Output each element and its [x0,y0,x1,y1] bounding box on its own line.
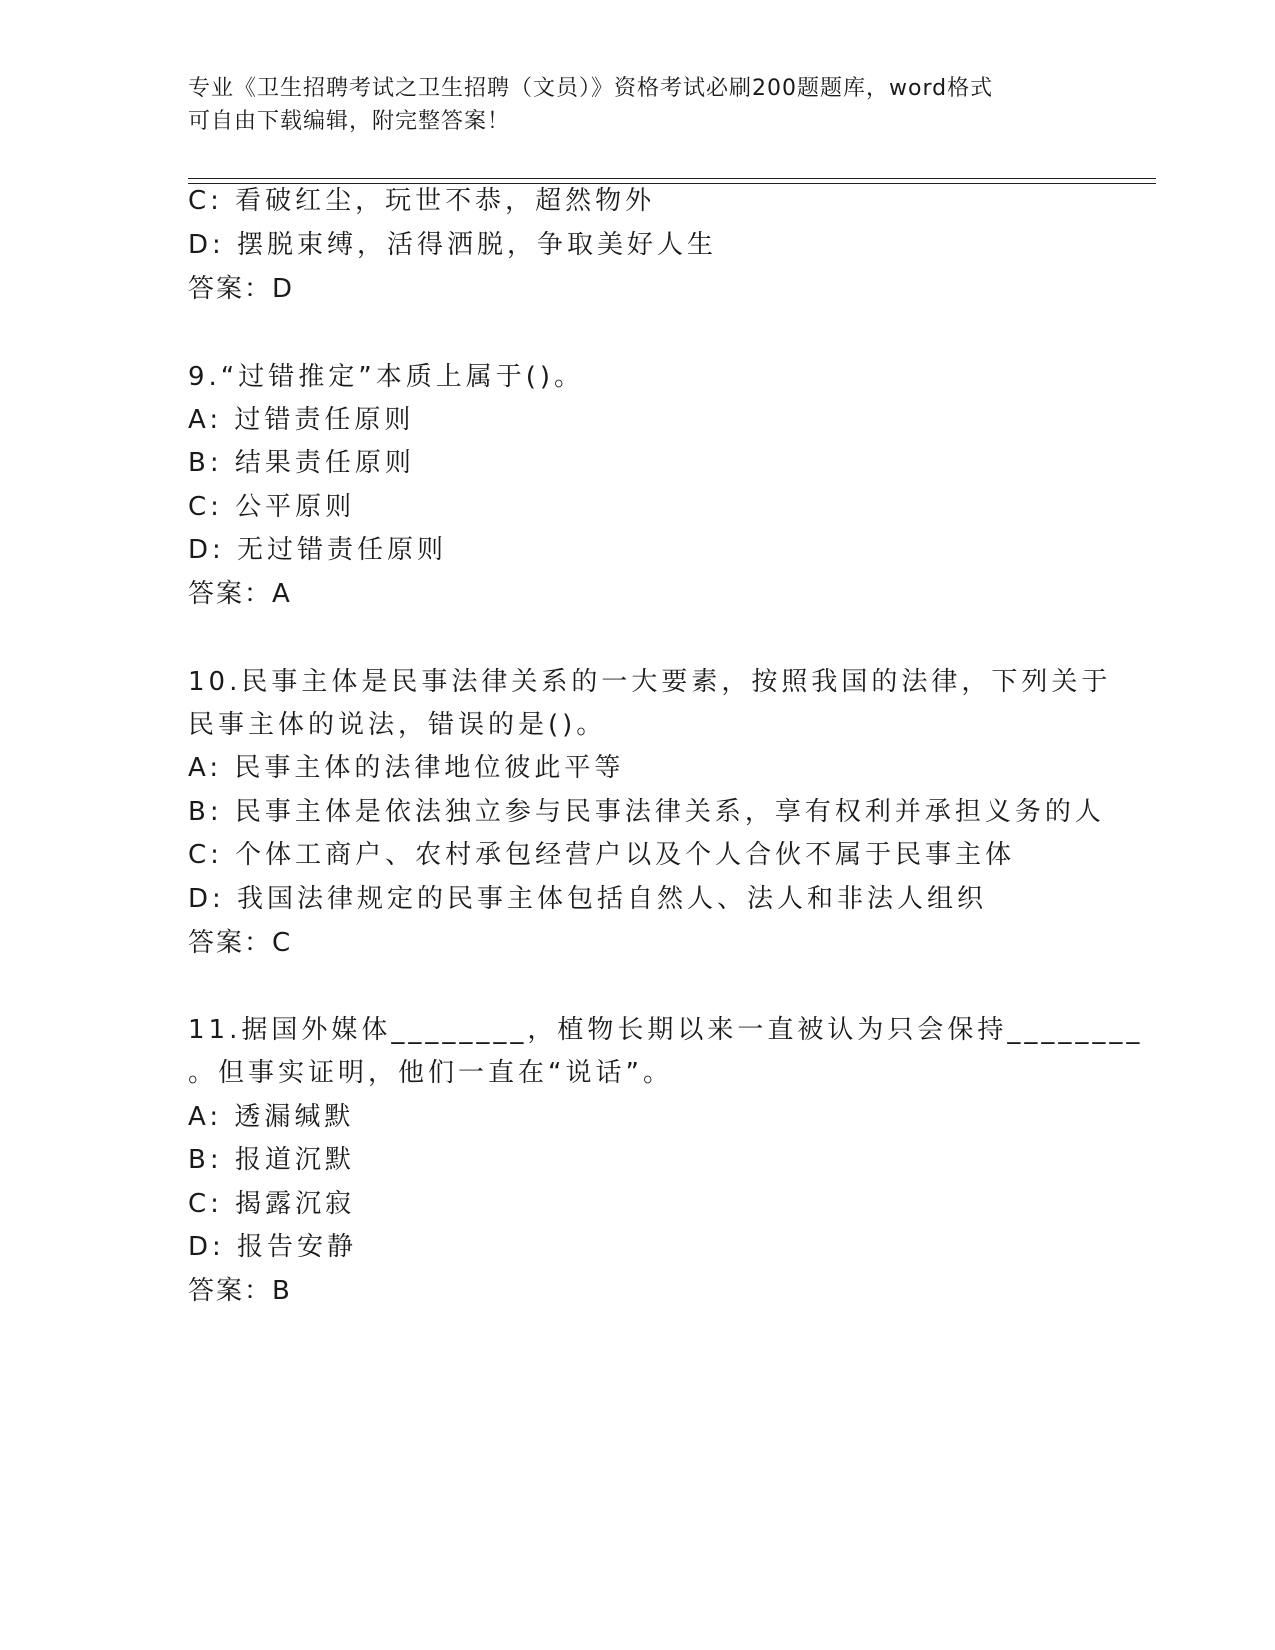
question-9-stem: 9.“过错推定”本质上属于()。 [188,362,585,392]
question-11-option-b: B: 报道沉默 [188,1145,355,1175]
question-9-option-a: A: 过错责任原则 [188,405,415,435]
question-10-option-a: A: 民事主体的法律地位彼此平等 [188,753,625,783]
question-11-option-c: C: 揭露沉寂 [188,1189,356,1219]
question-10-option-b: B: 民事主体是依法独立参与民事法律关系，享有权利并承担义务的人 [188,797,1105,827]
question-11-stem-line-2: 。但事实证明，他们一直在“说话”。 [188,1058,673,1088]
question-11-option-a: A: 透漏缄默 [188,1102,355,1132]
question-10-option-c: C: 个体工商户、农村承包经营户以及个人合伙不属于民事主体 [188,840,1016,870]
prev-option-c: C: 看破红尘，玩世不恭，超然物外 [188,186,656,216]
prev-answer: 答案：D [188,274,295,304]
question-9-option-c: C: 公平原则 [188,492,356,522]
question-9-option-d: D: 无过错责任原则 [188,535,448,565]
question-11-answer: 答案：B [188,1276,292,1306]
question-9-answer: 答案：A [188,579,292,609]
question-10-option-d: D: 我国法律规定的民事主体包括自然人、法人和非法人组织 [188,884,988,914]
header-title-line-1: 专业《卫生招聘考试之卫生招聘（文员）》资格考试必刷200题题库，word格式 [188,76,994,101]
question-9-option-b: B: 结果责任原则 [188,448,415,478]
prev-option-d: D: 摆脱束缚，活得洒脱，争取美好人生 [188,230,718,260]
page-header [188,72,1068,138]
question-10-stem-line-2: 民事主体的说法，错误的是()。 [188,710,607,740]
question-11-stem-line-1: 11.据国外媒体________，植物长期以来一直被认为只会保持________ [188,1015,1144,1045]
question-10-stem-line-1: 10.民事主体是民事法律关系的一大要素，按照我国的法律，下列关于 [188,667,1112,697]
header-title-line-2: 可自由下载编辑，附完整答案！ [188,109,511,134]
question-10-answer: 答案：C [188,928,293,958]
question-11-option-d: D: 报告安静 [188,1232,358,1262]
